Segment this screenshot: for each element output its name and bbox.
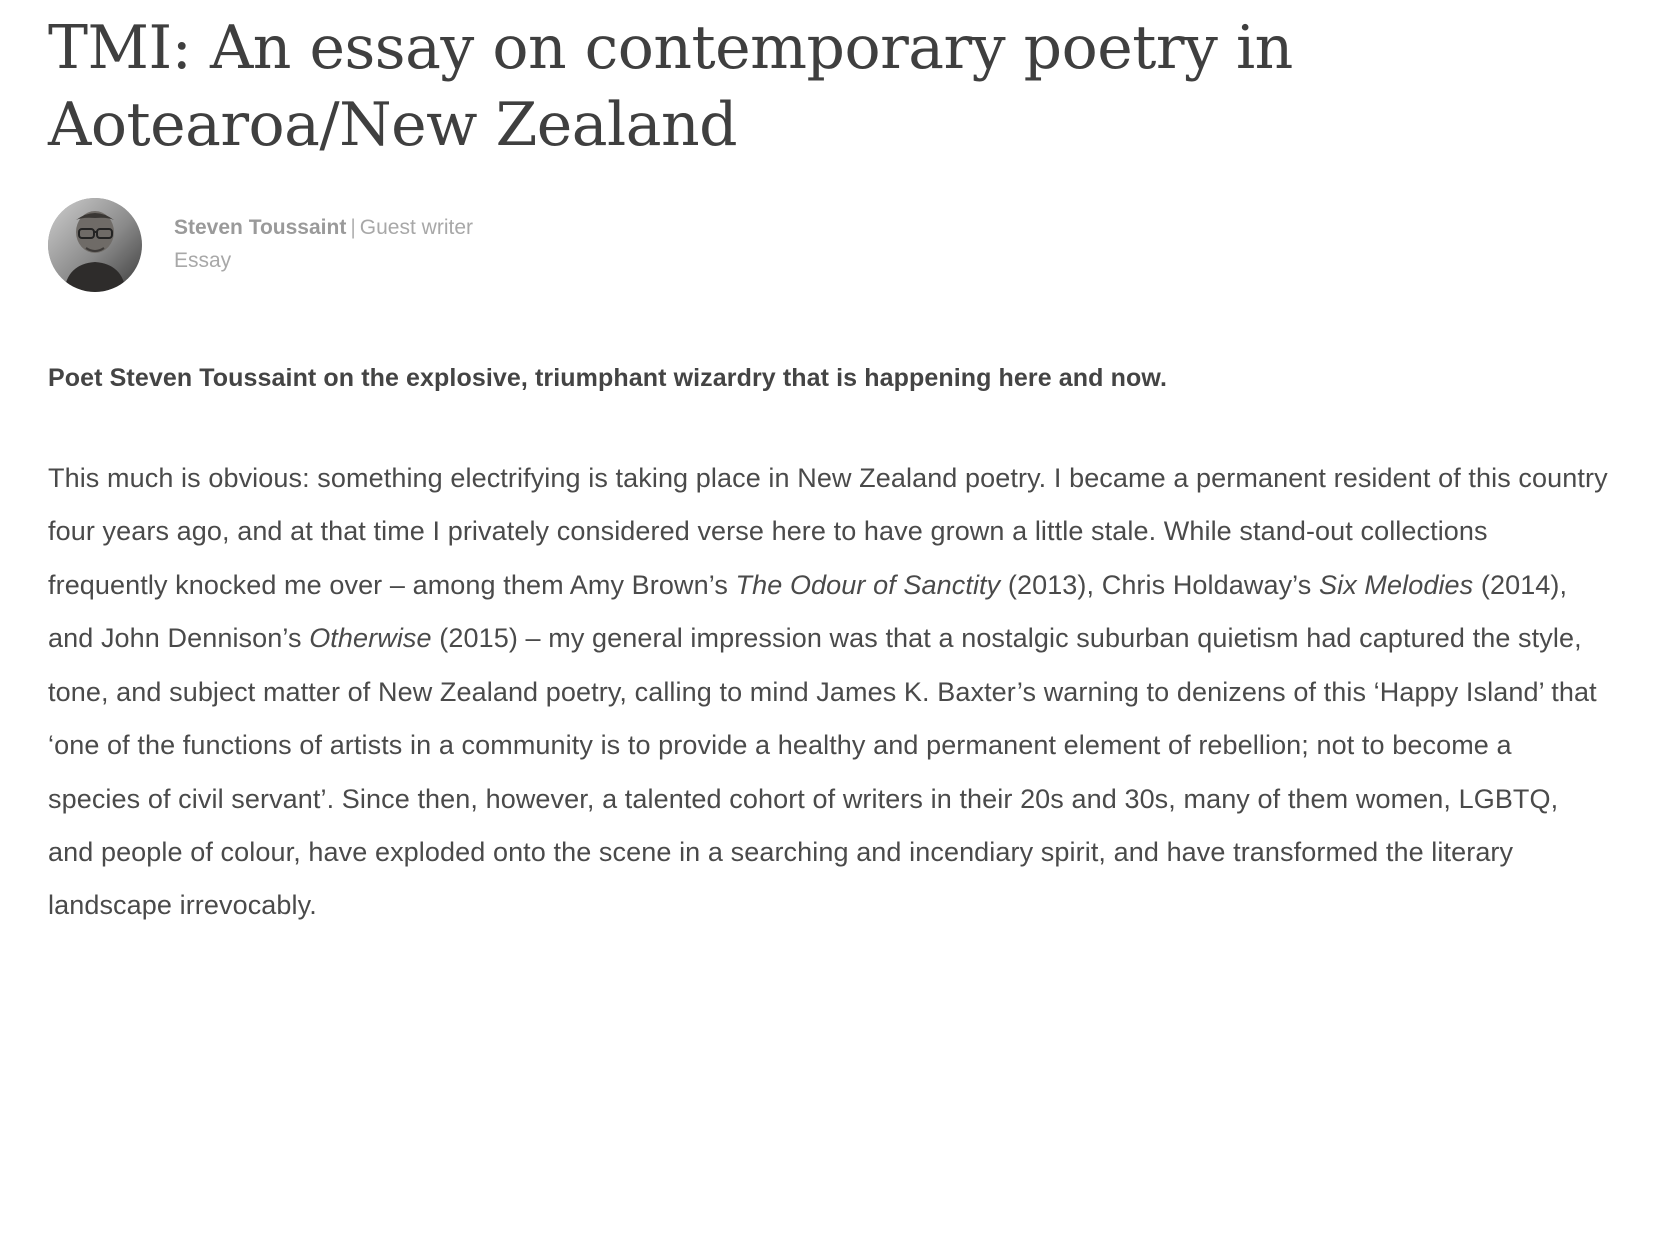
book-title: Six Melodies bbox=[1319, 569, 1474, 600]
page-title: TMI: An essay on contemporary poetry in Aotearoa/New Zealand bbox=[48, 13, 1293, 160]
paragraph bbox=[48, 452, 1608, 933]
article-body bbox=[48, 452, 1608, 933]
byline-author-line bbox=[174, 212, 473, 245]
byline-author[interactable]: Steven Toussaint bbox=[174, 216, 347, 240]
byline-text bbox=[174, 212, 473, 277]
author-portrait-icon bbox=[48, 198, 142, 292]
byline-category[interactable]: Essay bbox=[174, 248, 232, 272]
standfirst: Poet Steven Toussaint on the explosive, triumphant wizardry that is happening here and now. bbox=[48, 363, 1167, 392]
byline-role: Guest writer bbox=[359, 216, 473, 240]
byline-separator: | bbox=[350, 216, 356, 240]
text-run: This much is obvious: something electrifying is taking place in New Zealand poetry. I became a permanent resident of this country four years ago, and at that time I privately considered verse here to have grown a little stale. While stand-out collections frequently knocked me over – among them Amy Brown’s bbox=[48, 462, 1608, 600]
text-run: (2013), Chris Holdaway’s bbox=[1000, 569, 1319, 600]
avatar bbox=[48, 198, 142, 292]
byline bbox=[48, 198, 1618, 292]
book-title: Otherwise bbox=[309, 623, 432, 654]
book-title: The Odour of Sanctity bbox=[735, 569, 1001, 600]
text-run: (2014), and John Dennison’s bbox=[48, 569, 1568, 654]
text-run: (2015) – my general impression was that a nostalgic suburban quietism had captured the style, tone, and subject matter of New Zealand poetry, calling to mind James K. Baxter’s warning to denizens of this ‘Happy Island’ that ‘one of the functions of artists in a community is to provide a healthy and permanent element of rebellion; not to become a species of civil servant’. Since then, however, a talented cohort of writers in their 20s and 30s, many of them women, LGBTQ, and people of colour, have exploded onto the scene in a searching and incendiary spirit, and have transformed the literary landscape irrevocably. bbox=[48, 623, 1597, 921]
